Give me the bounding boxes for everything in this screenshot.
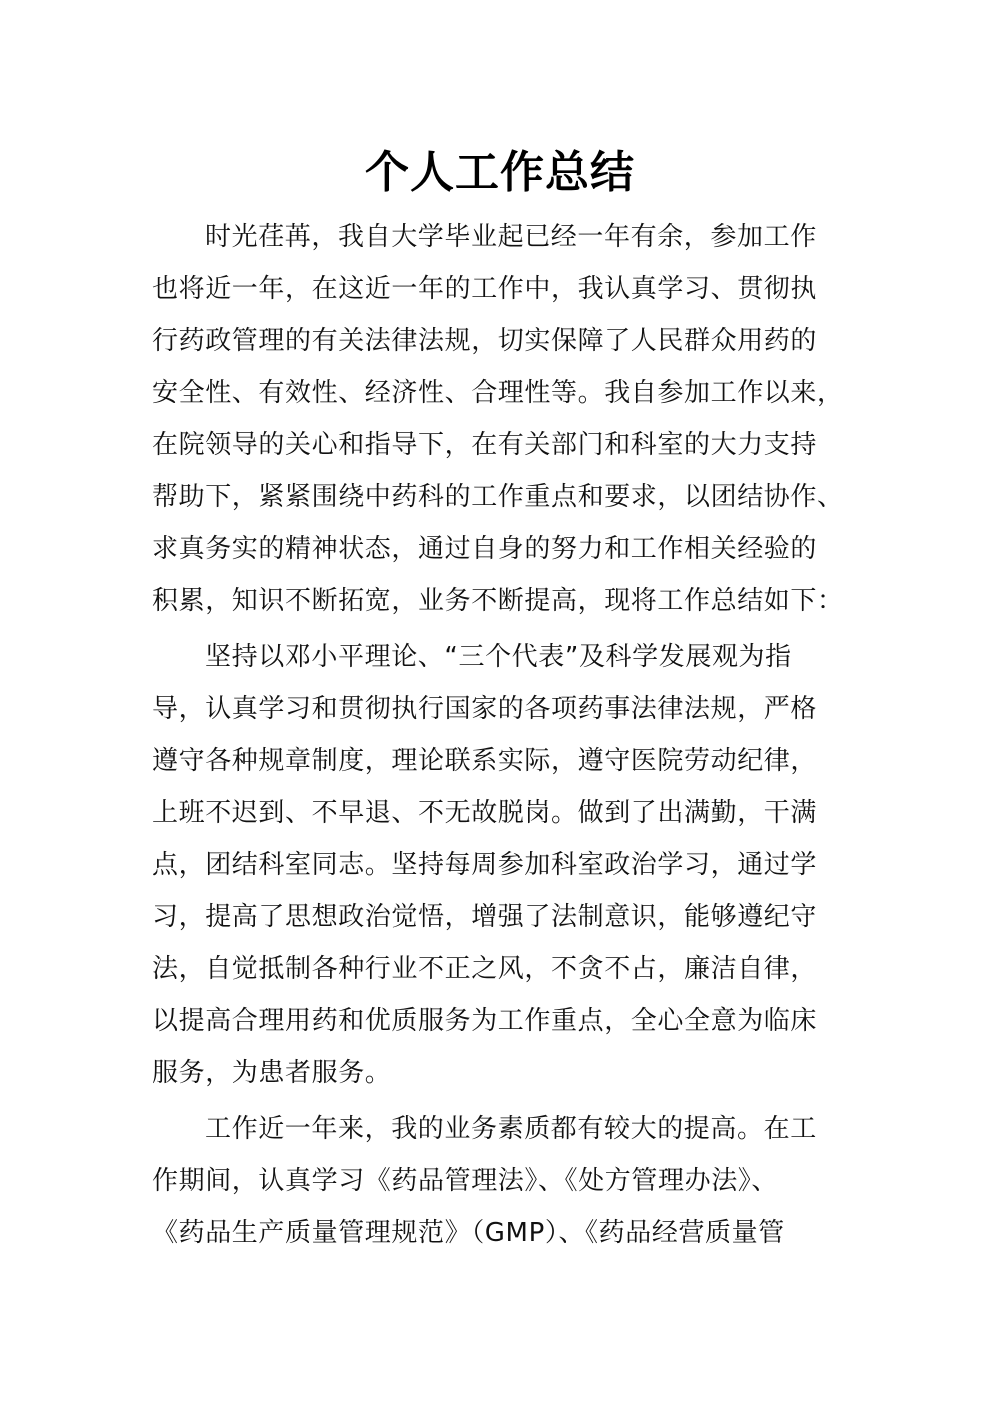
text-line: 作期间，认真学习《药品管理法》、《处方管理办法》、: [152, 1166, 779, 1196]
text-line: 在院领导的关心和指导下，在有关部门和科室的大力支持: [152, 430, 818, 460]
text-line: 安全性、有效性、经济性、合理性等。我自参加工作以来，: [152, 378, 844, 408]
text-line: 坚持以邓小平理论、“三个代表”及科学发展观为指: [205, 642, 792, 672]
text-line: 行药政管理的有关法律法规，切实保障了人民群众用药的: [152, 326, 818, 356]
text-line: 《药品生产质量管理规范》（GMP）、《药品经营质量管: [152, 1218, 785, 1248]
document-title: 个人工作总结: [365, 147, 635, 198]
text-line: 时光荏苒，我自大学毕业起已经一年有余，参加工作: [205, 222, 817, 252]
text-line: 帮助下，紧紧围绕中药科的工作重点和要求，以团结协作、: [152, 482, 844, 512]
text-line: 以提高合理用药和优质服务为工作重点，全心全意为临床: [152, 1006, 818, 1036]
text-line: 积累，知识不断拓宽，业务不断提高，现将工作总结如下：: [152, 586, 844, 616]
text-line: 遵守各种规章制度，理论联系实际，遵守医院劳动纪律，: [152, 746, 818, 776]
text-line: 服务，为患者服务。: [152, 1058, 392, 1088]
text-line: 工作近一年来，我的业务素质都有较大的提高。在工: [205, 1114, 817, 1144]
text-line: 习，提高了思想政治觉悟，增强了法制意识，能够遵纪守: [152, 902, 818, 932]
text-line: 导，认真学习和贯彻执行国家的各项药事法律法规，严格: [152, 694, 818, 724]
text-line: 上班不迟到、不早退、不无故脱岗。做到了出满勤，干满: [152, 798, 818, 828]
text-line: 法，自觉抵制各种行业不正之风，不贪不占，廉洁自律，: [152, 954, 818, 984]
text-line: 也将近一年，在这近一年的工作中，我认真学习、贯彻执: [152, 274, 818, 304]
text-line: 求真务实的精神状态，通过自身的努力和工作相关经验的: [152, 534, 818, 564]
text-line: 点，团结科室同志。坚持每周参加科室政治学习，通过学: [152, 850, 818, 880]
